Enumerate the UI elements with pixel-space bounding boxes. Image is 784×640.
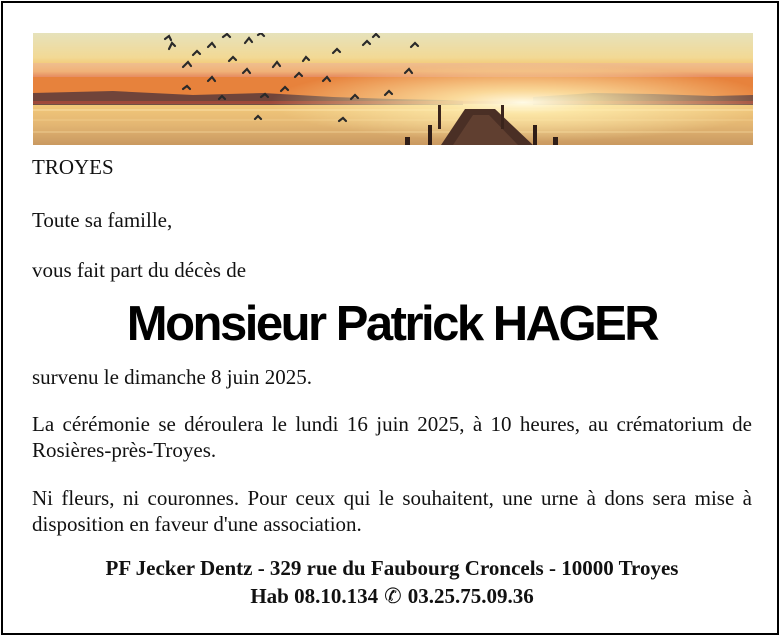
deceased-name: Monsieur Patrick HAGER [126,297,658,351]
funeral-home-contact [0,582,784,610]
sunset-lake-pier-image [33,33,753,145]
phone-icon: ✆ [384,584,402,608]
ceremony-text: La cérémonie se déroulera le lundi 16 juin 2025, à 10 heures, au crématorium de Rosières-près-Troyes. [32,412,752,462]
flowers-note-text: Ni fleurs, ni couronnes. Pour ceux qui le souhaitent, une urne à dons sera mise à disposition en faveur d'une association. [32,486,752,536]
location-label: TROYES [32,155,114,179]
habilitation-number: Hab 08.10.134 [250,584,379,608]
announcement-text: vous fait part du décès de [32,258,247,282]
funeral-home-address: PF Jecker Dentz - 329 rue du Faubourg Croncels - 10000 Troyes [105,556,679,580]
family-intro: Toute sa famille, [32,208,173,232]
death-date-text: survenu le dimanche 8 juin 2025. [32,365,312,389]
phone-number: 03.25.75.09.36 [407,584,534,608]
